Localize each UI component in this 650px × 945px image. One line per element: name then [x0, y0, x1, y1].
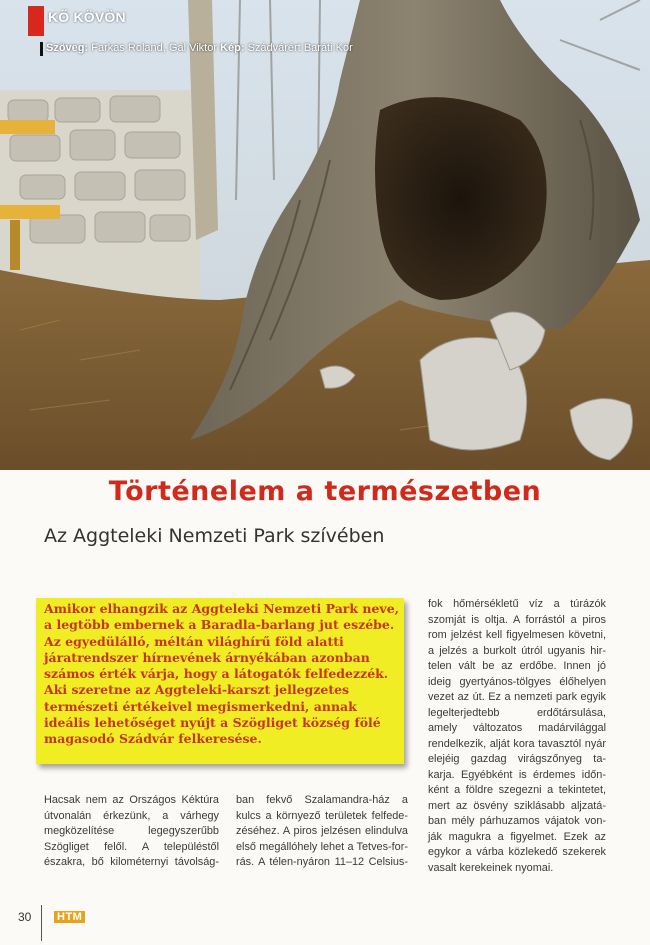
lead-line: számos érték várja, hogy a látogatók felfedezzék.: [44, 666, 389, 682]
body-line: kulcs a környező területek felfede-: [236, 809, 408, 822]
credits-marker: [40, 42, 43, 56]
page-number: 30: [18, 910, 32, 924]
credits-text-authors: Farkas Roland, Gál Viktor: [91, 42, 217, 54]
lead-line: magasodó Szádvár felkeresése.: [44, 731, 262, 747]
section-rubric: [28, 6, 126, 36]
stone-wall: [0, 90, 200, 300]
footer-divider: [41, 905, 42, 941]
lead-line: Amikor elhangzik az Aggteleki Nemzeti Park neve,: [44, 601, 400, 616]
body-line: elejéig gazdag virágszőnyeg ta-: [428, 753, 606, 765]
lead-paragraph: [44, 601, 404, 748]
body-line: a jelzés a burkolt útról ugyanis hir-: [428, 644, 606, 657]
body-line: ják magukra a figyelmet. Ezek az: [428, 830, 606, 843]
body-line: ideig gyertyános-tölgyes élőhelyen: [428, 675, 606, 688]
body-column-right: [428, 597, 606, 876]
body-column-left: [44, 793, 219, 871]
body-line: rendelkezik, alját kora tavasztól nyár: [428, 737, 606, 750]
body-line: Hacsak nem az Országos Kéktúra: [44, 794, 219, 806]
body-line: egykor a várba közlekedő szekerek: [428, 846, 606, 858]
body-line: első megállóhely lehet a Tetves-for-: [236, 840, 408, 853]
magazine-logo: HTM: [54, 911, 85, 923]
body-line: ban mély párhuzamos vájatok von-: [428, 815, 606, 827]
lead-line: Az egyedülálló, méltán világhírű föld alatti: [44, 633, 344, 649]
rubric-accent-bar: [28, 6, 44, 36]
hero-photo: [0, 0, 650, 470]
body-line: fok hőmérsékletű víz a túrázók: [428, 598, 606, 610]
lead-line: a legtöbb embernek a Baradla-barlang jut eszébe.: [44, 617, 395, 633]
article-subtitle: Az Aggteleki Nemzeti Park szívében: [44, 525, 385, 547]
body-column-middle: [236, 793, 408, 871]
lead-line: Aki szeretne az Aggteleki-karszt jellegzetes: [44, 682, 350, 698]
credits-photo-author: Szádvárért Baráti Kör: [247, 42, 353, 54]
body-line: Szögliget felől. A településtől: [44, 840, 219, 853]
body-line: amely változatos madárvilággal: [428, 722, 606, 734]
body-line: ban fekvő Szalamandra-ház a: [236, 794, 408, 806]
body-line: telen vált be az erdőbe. Innen jó: [428, 660, 606, 672]
credits-photo-label: Kép:: [220, 42, 245, 54]
body-line: útvonalán érkezünk, a várhegy: [44, 809, 219, 822]
body-line: szomját is oltja. A forrástól a piros: [428, 613, 606, 626]
article-credits: [46, 42, 353, 54]
body-line: rom jelzést kell figyelmesen követni,: [428, 629, 606, 641]
lead-line: ideális lehetőséget nyújt a Szögliget község fölé: [44, 715, 381, 731]
body-line: vasalt kerekeinek nyomai.: [428, 861, 554, 874]
lead-line: járatrendszer hírnevének árnyékában azonban: [44, 649, 370, 665]
body-line: karja. Egyébként is érdemes időn-: [428, 768, 606, 781]
rubric-label: KŐ KÖVÖN: [48, 9, 126, 25]
tree-root-photo-illustration: [0, 0, 650, 470]
body-line: vezet az út. Ez a nemzeti park egyik: [428, 691, 606, 703]
body-line: megközelítése legegyszerűbb: [44, 825, 219, 837]
article-title: Történelem a természetben: [108, 476, 542, 507]
body-line: mert az ösvény sziklásabb aljzatá-: [428, 799, 606, 812]
body-line: északra, bő kilométernyi távolság-: [44, 856, 219, 868]
credits-text-label: Szöveg:: [46, 42, 89, 54]
body-line: zéséhez. A piros jelzésen elindulva: [236, 825, 408, 837]
lead-line: természeti értékeivel megismerkedni, annak: [44, 698, 357, 714]
body-line: legelterjedtebb erdőtársulása,: [428, 706, 606, 719]
body-line: ként a földre szegezni a tekintetet,: [428, 784, 606, 796]
body-line: rás. A télen-nyáron 11–12 Celsius-: [236, 856, 408, 868]
